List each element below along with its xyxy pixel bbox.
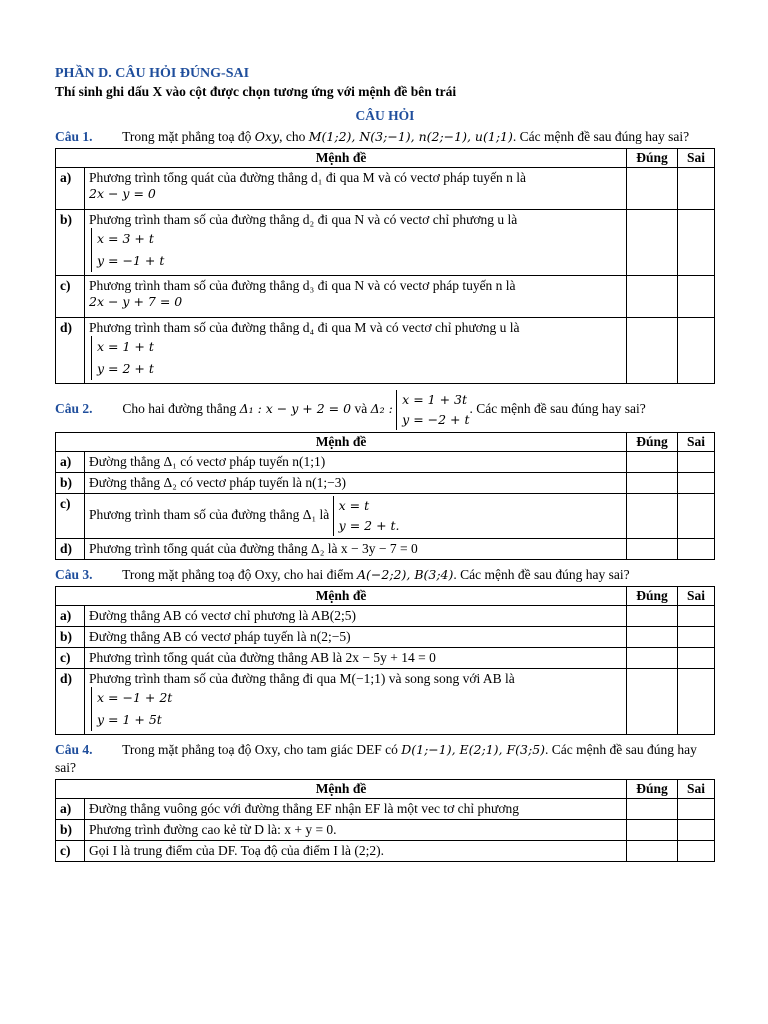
true-answer-box[interactable]	[627, 318, 678, 384]
false-answer-box[interactable]	[678, 627, 715, 648]
table-row	[56, 168, 715, 210]
false-answer-box[interactable]	[678, 318, 715, 384]
question-2-intro: Cho hai đường thẳng	[122, 401, 237, 417]
false-header: Sai	[678, 587, 715, 606]
question-1-table	[55, 148, 715, 384]
statement-text: Phương trình tham số của đường thẳng đi qua M(−1;1) và song song với AB là	[89, 671, 515, 686]
table-row	[56, 276, 715, 318]
false-answer-box[interactable]	[678, 276, 715, 318]
statement-cell	[85, 494, 627, 539]
question-2-and: và	[354, 401, 368, 417]
instruction-text: Thí sinh ghi dấu X vào cột được chọn tương ứng với mệnh đề bên trái	[55, 84, 457, 99]
question-3-prompt	[55, 566, 715, 584]
question-3-tail: . Các mệnh đề sau đúng hay sai?	[453, 567, 630, 582]
row-label: b)	[56, 627, 85, 648]
equation-line: x = 1 + 3t	[402, 392, 467, 407]
question-2-table	[55, 432, 715, 560]
row-label: c)	[56, 276, 85, 318]
statement-header: Mệnh đề	[56, 587, 627, 606]
false-answer-box[interactable]	[678, 168, 715, 210]
table-row	[56, 799, 715, 820]
false-answer-box[interactable]	[678, 210, 715, 276]
table-row	[56, 820, 715, 841]
question-4-tail: . Các mệnh đề sau đúng hay sai?	[55, 742, 697, 775]
statement-text: Phương trình tham số của đường thẳng d₂ đi qua N và có vectơ chỉ phương u là	[89, 212, 518, 227]
row-label: d)	[56, 669, 85, 735]
statement-cell	[85, 669, 627, 735]
false-answer-box[interactable]	[678, 669, 715, 735]
true-answer-box[interactable]	[627, 452, 678, 473]
equation-line: x = t	[338, 498, 370, 513]
true-answer-box[interactable]	[627, 820, 678, 841]
table-header-row	[56, 780, 715, 799]
true-answer-box[interactable]	[627, 648, 678, 669]
table-row	[56, 606, 715, 627]
statement-text: Phương trình tham số của đường thẳng Δ₁ là	[89, 507, 330, 523]
true-header: Đúng	[627, 149, 678, 168]
true-answer-box[interactable]	[627, 841, 678, 862]
table-header-row	[56, 149, 715, 168]
question-2-tail: . Các mệnh đề sau đúng hay sai?	[469, 401, 646, 417]
equation-system	[91, 228, 164, 272]
statement-text: Đường thẳng Δ₁ có vectơ pháp tuyến n(1;1)	[85, 452, 627, 473]
question-2-line2-name: Δ₂ :	[370, 401, 393, 417]
statement-text: Gọi I là trung điểm của DF. Toạ độ của điểm I là (2;2).	[85, 841, 627, 862]
statement-text: Đường thẳng AB có vectơ chỉ phương là AB(2;5)	[85, 606, 627, 627]
true-answer-box[interactable]	[627, 799, 678, 820]
statement-cell	[85, 168, 627, 210]
row-label: c)	[56, 841, 85, 862]
table-row	[56, 841, 715, 862]
true-answer-box[interactable]	[627, 627, 678, 648]
false-answer-box[interactable]	[678, 606, 715, 627]
table-header-row	[56, 587, 715, 606]
statement-header: Mệnh đề	[56, 780, 627, 799]
true-header: Đúng	[627, 433, 678, 452]
table-row	[56, 210, 715, 276]
question-3-table	[55, 586, 715, 735]
statement-text: Phương trình tham số của đường thẳng d₃ đi qua N và có vectơ pháp tuyến n là	[89, 278, 516, 293]
question-1-given: M(1;2), N(3;−1), n(2;−1), u(1;1)	[308, 129, 513, 144]
question-2-line2-system	[396, 390, 469, 430]
equation-system	[91, 687, 172, 731]
question-1-mid: , cho	[279, 129, 306, 144]
equation-line: x = −1 + 2t	[97, 690, 173, 705]
row-label: a)	[56, 452, 85, 473]
row-label: a)	[56, 168, 85, 210]
row-label: c)	[56, 648, 85, 669]
false-answer-box[interactable]	[678, 799, 715, 820]
section-title: PHẦN D. CÂU HỎI ĐÚNG-SAI	[55, 66, 250, 81]
false-answer-box[interactable]	[678, 452, 715, 473]
question-3-label: Câu 3.	[55, 567, 93, 582]
true-answer-box[interactable]	[627, 473, 678, 494]
true-header: Đúng	[627, 780, 678, 799]
true-answer-box[interactable]	[627, 539, 678, 560]
statement-text: Phương trình tổng quát của đường thẳng AB là 2x − 5y + 14 = 0	[85, 648, 627, 669]
false-answer-box[interactable]	[678, 648, 715, 669]
row-label: b)	[56, 210, 85, 276]
true-answer-box[interactable]	[627, 210, 678, 276]
equation-system	[91, 336, 154, 380]
equation-line: x = 1 + t	[97, 339, 154, 354]
statement-equation: 2x − y + 7 = 0	[89, 294, 183, 309]
equation-system	[333, 496, 400, 536]
statement-text: Phương trình tham số của đường thẳng d₄ đi qua M và có vectơ chỉ phương u là	[89, 320, 520, 335]
statement-cell	[85, 276, 627, 318]
table-row	[56, 452, 715, 473]
statement-text: Phương trình đường cao kẻ từ D là: x + y = 0.	[85, 820, 627, 841]
statement-text: Đường thẳng AB có vectơ pháp tuyến là n(2;−5)	[85, 627, 627, 648]
statement-text: Đường thẳng Δ₂ có vectơ pháp tuyến là n(1;−3)	[85, 473, 627, 494]
false-answer-box[interactable]	[678, 494, 715, 539]
statement-cell	[85, 318, 627, 384]
row-label: b)	[56, 473, 85, 494]
false-header: Sai	[678, 780, 715, 799]
question-1-label: Câu 1.	[55, 129, 93, 144]
question-2-prompt	[55, 390, 715, 430]
row-label: b)	[56, 820, 85, 841]
equation-line: y = 1 + 5t	[97, 712, 162, 727]
statement-text: Phương trình tổng quát của đường thẳng Δ₂ là x − 3y − 7 = 0	[85, 539, 627, 560]
false-header: Sai	[678, 149, 715, 168]
table-row	[56, 318, 715, 384]
question-2-line1: Δ₁ : x − y + 2 = 0	[239, 401, 352, 417]
equation-line: y = −1 + t	[97, 253, 165, 268]
questions-heading: CÂU HỎI	[355, 108, 415, 123]
false-answer-box[interactable]	[678, 539, 715, 560]
question-4-label: Câu 4.	[55, 742, 93, 757]
table-row	[56, 648, 715, 669]
equation-line: y = 2 + t	[97, 361, 154, 376]
false-header: Sai	[678, 433, 715, 452]
worksheet-page	[55, 60, 715, 862]
true-answer-box[interactable]	[627, 168, 678, 210]
question-1-tail: . Các mệnh đề sau đúng hay sai?	[512, 129, 690, 144]
table-row	[56, 473, 715, 494]
table-row	[56, 539, 715, 560]
question-4-intro: Trong mặt phẳng toạ độ Oxy, cho tam giác DEF có	[122, 742, 398, 757]
question-4-given: D(1;−1), E(2;1), F(3;5)	[401, 742, 546, 757]
false-answer-box[interactable]	[678, 473, 715, 494]
equation-line: x = 3 + t	[97, 231, 154, 246]
row-label: c)	[56, 494, 85, 539]
table-header-row	[56, 433, 715, 452]
row-label: a)	[56, 606, 85, 627]
true-header: Đúng	[627, 587, 678, 606]
true-answer-box[interactable]	[627, 606, 678, 627]
table-row	[56, 494, 715, 539]
statement-header: Mệnh đề	[56, 149, 627, 168]
equation-line: y = −2 + t	[402, 412, 470, 427]
question-1-intro: Trong mặt phẳng toạ độ	[122, 129, 252, 144]
question-2-label: Câu 2.	[55, 401, 93, 417]
false-answer-box[interactable]	[678, 820, 715, 841]
false-answer-box[interactable]	[678, 841, 715, 862]
statement-text: Phương trình tổng quát của đường thẳng d₁ đi qua M và có vectơ pháp tuyến n là	[89, 170, 527, 185]
statement-cell	[85, 210, 627, 276]
statement-header: Mệnh đề	[56, 433, 627, 452]
question-3-intro: Trong mặt phẳng toạ độ Oxy, cho hai điểm	[122, 567, 354, 582]
row-label: d)	[56, 318, 85, 384]
question-3-given: A(−2;2), B(3;4)	[357, 567, 454, 582]
question-4-table	[55, 779, 715, 862]
row-label: a)	[56, 799, 85, 820]
question-1-prompt	[55, 128, 715, 146]
row-label: d)	[56, 539, 85, 560]
true-answer-box[interactable]	[627, 494, 678, 539]
true-answer-box[interactable]	[627, 276, 678, 318]
equation-line: y = 2 + t.	[338, 518, 400, 533]
statement-text: Đường thẳng vuông góc với đường thẳng EF nhận EF là một vec tơ chỉ phương	[85, 799, 627, 820]
table-row	[56, 627, 715, 648]
question-4-prompt	[55, 741, 715, 777]
true-answer-box[interactable]	[627, 669, 678, 735]
question-1-coord: Oxy	[254, 129, 280, 144]
table-row	[56, 669, 715, 735]
statement-equation: 2x − y = 0	[89, 186, 156, 201]
